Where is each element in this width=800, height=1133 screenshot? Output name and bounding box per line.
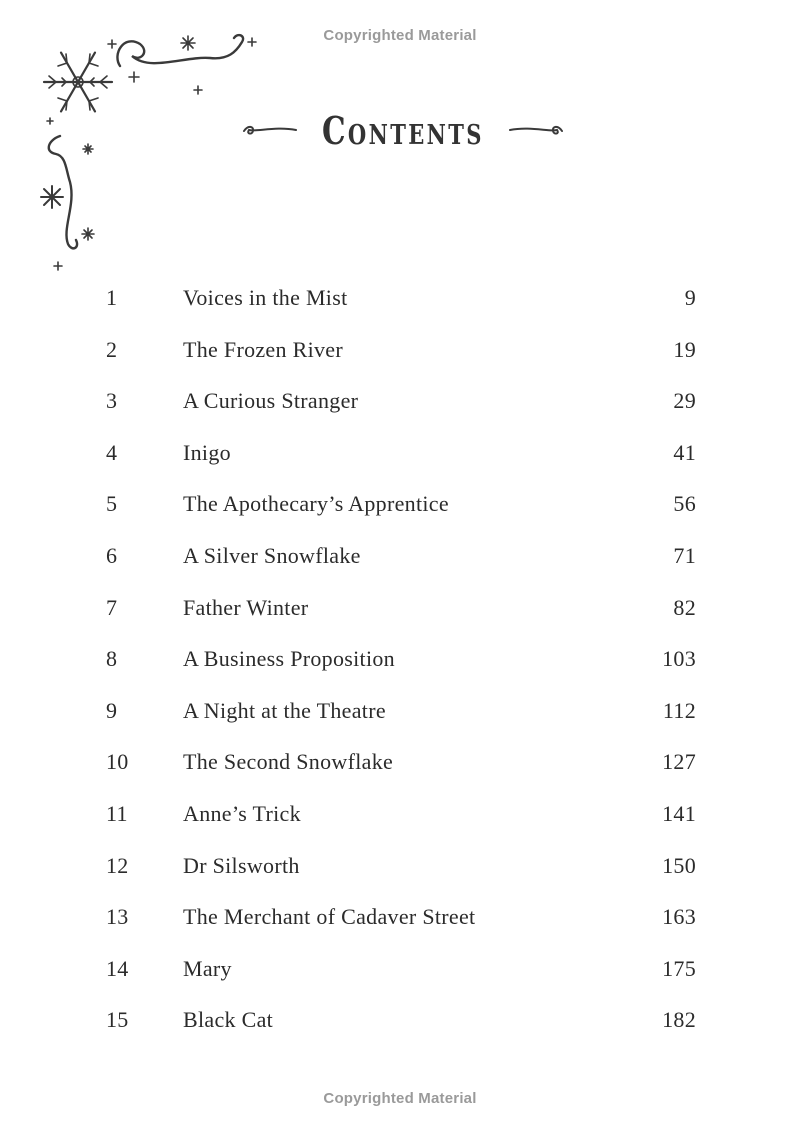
page-number: 112 <box>662 697 696 723</box>
page-number: 19 <box>673 336 696 362</box>
page-number: 163 <box>662 904 696 930</box>
chapter-number: 8 <box>106 646 118 672</box>
page-number: 175 <box>662 955 696 981</box>
page-number: 103 <box>662 646 696 672</box>
chapter-number: 7 <box>106 594 118 620</box>
chapter-number: 1 <box>106 285 118 310</box>
chapter-title: A Silver Snowflake <box>183 542 361 568</box>
page-number: 29 <box>673 388 696 414</box>
page-number: 41 <box>673 439 696 465</box>
toc-entry[interactable] <box>0 590 800 642</box>
page-number: 56 <box>673 491 696 517</box>
toc-entry[interactable] <box>0 538 800 590</box>
chapter-number: 9 <box>106 697 118 723</box>
toc-entry[interactable] <box>0 899 800 951</box>
page-number: 141 <box>662 800 696 826</box>
toc-entry[interactable] <box>0 435 800 487</box>
page-title: Contents <box>322 108 484 153</box>
toc-entry[interactable] <box>0 641 800 693</box>
page-number: 150 <box>662 852 696 878</box>
page-number: 9 <box>684 285 696 310</box>
page-number: 127 <box>662 749 696 775</box>
toc-entry[interactable] <box>0 796 800 848</box>
toc-entry[interactable] <box>0 486 800 538</box>
chapter-title: Mary <box>183 955 232 981</box>
toc-entry[interactable] <box>0 848 800 900</box>
chapter-number: 15 <box>106 1007 129 1033</box>
chapter-title: A Business Proposition <box>183 646 395 672</box>
chapter-title: Anne’s Trick <box>183 800 301 826</box>
chapter-number: 14 <box>106 955 129 981</box>
chapter-number: 2 <box>106 336 118 362</box>
chapter-title: Father Winter <box>183 594 309 620</box>
chapter-number: 12 <box>106 852 129 878</box>
page-number: 82 <box>673 594 696 620</box>
toc-entry[interactable] <box>0 280 800 332</box>
chapter-title: Dr Silsworth <box>183 852 300 878</box>
toc-entry[interactable] <box>0 693 800 745</box>
chapter-title: The Second Snowflake <box>183 749 394 775</box>
chapter-title: Voices in the Mist <box>183 285 348 310</box>
swirl-flourish-icon <box>240 122 300 138</box>
chapter-title: The Merchant of Cadaver Street <box>183 904 476 930</box>
toc-entry[interactable] <box>0 1002 800 1054</box>
copyright-watermark-bottom: Copyrighted Material <box>323 1090 477 1107</box>
chapter-title: A Curious Stranger <box>183 388 359 414</box>
chapter-number: 10 <box>106 749 129 775</box>
toc-entry[interactable] <box>0 383 800 435</box>
swirl-flourish-icon <box>506 122 566 138</box>
chapter-number: 5 <box>106 491 118 517</box>
chapter-title: The Apothecary’s Apprentice <box>183 491 449 517</box>
chapter-number: 11 <box>106 800 128 826</box>
chapter-title: Inigo <box>183 439 231 465</box>
chapter-title: The Frozen River <box>183 336 343 362</box>
table-of-contents <box>0 280 800 1054</box>
page-number: 71 <box>673 542 696 568</box>
contents-heading <box>0 108 800 168</box>
chapter-number: 3 <box>106 388 118 414</box>
chapter-number: 6 <box>106 542 118 568</box>
toc-entry[interactable] <box>0 744 800 796</box>
copyright-watermark-top: Copyrighted Material <box>323 27 477 44</box>
chapter-number: 13 <box>106 904 129 930</box>
chapter-title: Black Cat <box>183 1007 274 1033</box>
page-number: 182 <box>662 1007 696 1033</box>
chapter-number: 4 <box>106 439 118 465</box>
chapter-title: A Night at the Theatre <box>183 697 386 723</box>
toc-entry[interactable] <box>0 332 800 384</box>
toc-entry[interactable] <box>0 951 800 1003</box>
